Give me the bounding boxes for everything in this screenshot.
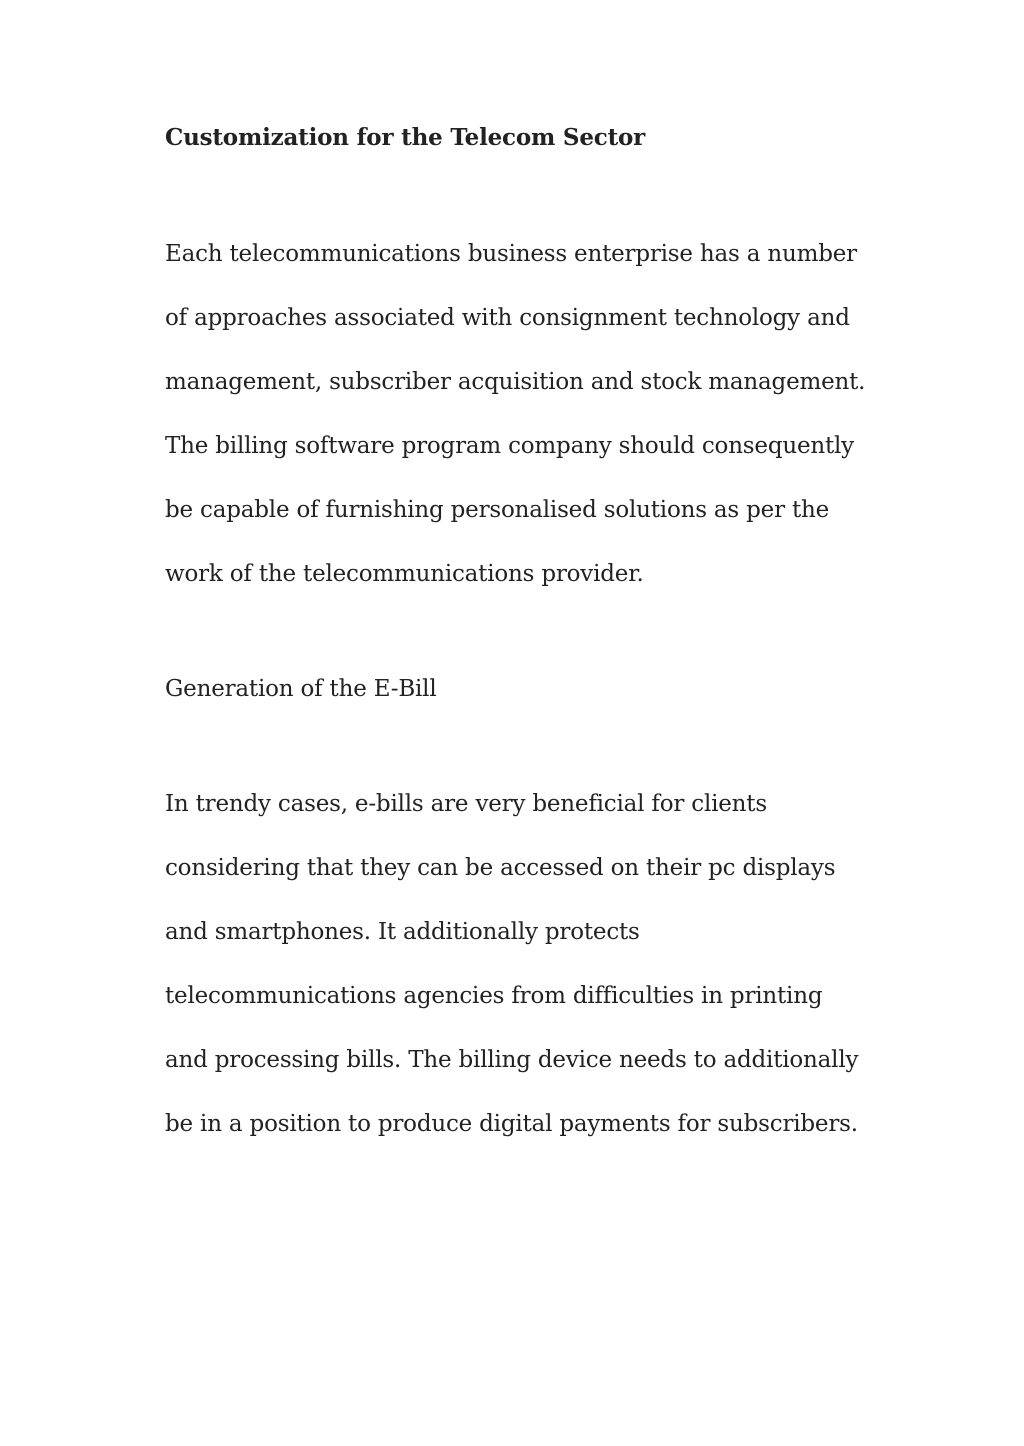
paragraph-line: and processing bills. The billing device needs to additionally bbox=[165, 1047, 859, 1073]
section-subheading: Generation of the E-Bill bbox=[165, 676, 437, 702]
paragraph-line: Each telecommunications business enterprise has a number bbox=[165, 241, 857, 267]
paragraph-line: telecommunications agencies from difficulties in printing bbox=[165, 983, 823, 1009]
paragraph-line: management, subscriber acquisition and stock management. bbox=[165, 369, 866, 395]
paragraph-line: be in a position to produce digital payments for subscribers. bbox=[165, 1111, 858, 1137]
paragraph-line: of approaches associated with consignment technology and bbox=[165, 305, 850, 331]
paragraph-line: considering that they can be accessed on their pc displays bbox=[165, 855, 836, 881]
paragraph-line: work of the telecommunications provider. bbox=[165, 561, 644, 587]
page-title: Customization for the Telecom Sector bbox=[165, 124, 646, 151]
paragraph-line: and smartphones. It additionally protects bbox=[165, 919, 640, 945]
paragraph-line: The billing software program company should consequently bbox=[165, 433, 854, 459]
paragraph-line: be capable of furnishing personalised solutions as per the bbox=[165, 497, 830, 523]
paragraph-line: In trendy cases, e-bills are very beneficial for clients bbox=[165, 791, 767, 817]
